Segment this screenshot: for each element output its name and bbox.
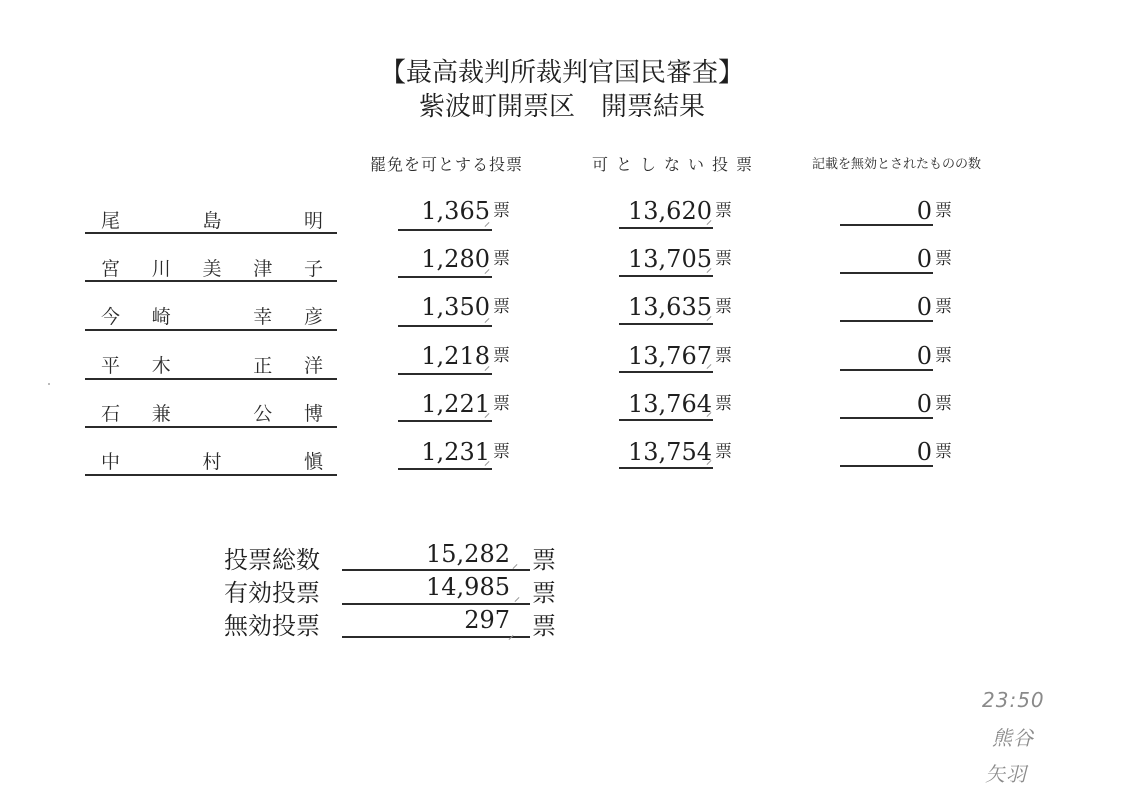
name-underline: [85, 474, 337, 476]
dismiss-no-underline: [619, 467, 713, 469]
name-char: 兼: [151, 403, 171, 425]
dismiss-no-cell: [612, 196, 732, 226]
name-char: 公: [253, 403, 273, 425]
dismiss-no-cell: [612, 292, 732, 322]
header-dismiss-no: 可としない投票: [592, 155, 761, 174]
invalid-votes-underline: [342, 636, 530, 638]
dismiss-no-count: 13,635: [628, 293, 712, 321]
vote-unit: 票: [935, 346, 952, 366]
scan-speck: [48, 383, 50, 385]
dismiss-yes-count: 1,221: [421, 390, 490, 418]
invalid-marks-underline: [840, 417, 933, 419]
name-char: 幸: [253, 306, 273, 328]
invalid-marks-underline: [840, 369, 933, 371]
dismiss-yes-count: 1,280: [421, 245, 490, 273]
invalid-marks-cell: [860, 196, 952, 226]
vote-unit: 票: [935, 201, 952, 221]
invalid-marks-cell: [860, 292, 952, 322]
candidate-name: [87, 340, 335, 388]
name-underline: [85, 280, 337, 282]
name-underline: [85, 232, 337, 234]
dismiss-no-count: 13,767: [628, 342, 712, 370]
vote-unit: 票: [935, 297, 952, 317]
invalid-votes-value: 297: [464, 606, 510, 634]
name-char: 愼: [303, 451, 323, 473]
document-title: 【最高裁判所裁判官国民審査】: [379, 58, 744, 88]
dismiss-yes-underline: [398, 420, 492, 422]
name-char: 石: [101, 403, 121, 425]
name-char: 今: [101, 306, 121, 328]
handwritten-signature-1: 熊谷: [992, 726, 1034, 750]
invalid-marks-underline: [840, 224, 933, 226]
vote-unit: 票: [715, 346, 732, 366]
valid-votes-underline: [342, 603, 530, 605]
name-char: 洋: [303, 355, 323, 377]
handwritten-signature-2: 矢羽: [985, 762, 1027, 786]
name-char: [203, 399, 222, 426]
check-mark-icon: [515, 597, 520, 602]
dismiss-yes-cell: [392, 389, 510, 419]
name-char: 中: [101, 451, 121, 473]
name-char: 子: [303, 258, 323, 280]
vote-unit: 票: [493, 249, 510, 269]
valid-votes-value: 14,985: [426, 573, 510, 601]
vote-unit: 票: [715, 201, 732, 221]
header-invalid-marks: 記載を無効とされたものの数: [812, 157, 982, 172]
dismiss-yes-underline: [398, 229, 492, 231]
dismiss-yes-count: 1,365: [421, 197, 490, 225]
dismiss-no-count: 13,620: [628, 197, 712, 225]
name-char: [203, 302, 222, 329]
dismiss-no-underline: [619, 419, 713, 421]
invalid-marks-count: 0: [916, 342, 932, 370]
invalid-marks-count: 0: [916, 390, 932, 418]
dismiss-no-underline: [619, 323, 713, 325]
vote-unit: 票: [715, 297, 732, 317]
dismiss-no-cell: [612, 437, 732, 467]
vote-unit: 票: [715, 394, 732, 414]
vote-unit: 票: [935, 249, 952, 269]
name-char: 木: [151, 355, 171, 377]
total-votes-unit: 票: [532, 546, 556, 574]
candidate-name: [87, 291, 335, 339]
candidate-name: [87, 388, 335, 436]
invalid-marks-count: 0: [916, 438, 932, 466]
dismiss-yes-cell: [392, 196, 510, 226]
vote-unit: 票: [715, 442, 732, 462]
dismiss-no-cell: [612, 341, 732, 371]
valid-votes-unit: 票: [532, 579, 556, 607]
invalid-votes-unit: 票: [532, 612, 556, 640]
vote-unit: 票: [935, 394, 952, 414]
dismiss-no-count: 13,764: [628, 390, 712, 418]
candidate-name: [87, 243, 335, 291]
invalid-marks-count: 0: [916, 245, 932, 273]
dismiss-yes-count: 1,231: [421, 438, 490, 466]
dismiss-no-cell: [612, 389, 732, 419]
dismiss-yes-underline: [398, 325, 492, 327]
dismiss-no-count: 13,705: [628, 245, 712, 273]
vote-unit: 票: [493, 346, 510, 366]
invalid-marks-cell: [860, 389, 952, 419]
valid-votes-label: 有効投票: [224, 579, 320, 607]
dismiss-yes-cell: [392, 341, 510, 371]
dismiss-no-underline: [619, 227, 713, 229]
vote-unit: 票: [493, 442, 510, 462]
invalid-marks-underline: [840, 272, 933, 274]
vote-unit: 票: [935, 442, 952, 462]
dismiss-yes-cell: [392, 292, 510, 322]
dismiss-no-underline: [619, 275, 713, 277]
dismiss-yes-underline: [398, 276, 492, 278]
vote-unit: 票: [715, 249, 732, 269]
dismiss-no-count: 13,754: [628, 438, 712, 466]
dismiss-no-underline: [619, 371, 713, 373]
invalid-marks-count: 0: [916, 197, 932, 225]
handwritten-time: 23:50: [982, 688, 1045, 712]
total-votes-label: 投票総数: [224, 546, 320, 574]
invalid-marks-cell: [860, 244, 952, 274]
dismiss-yes-cell: [392, 244, 510, 274]
name-underline: [85, 426, 337, 428]
dismiss-yes-count: 1,350: [421, 293, 490, 321]
invalid-marks-underline: [840, 320, 933, 322]
vote-unit: 票: [493, 297, 510, 317]
total-votes-underline: [342, 569, 530, 571]
name-char: 宮: [101, 258, 121, 280]
invalid-votes-label: 無効投票: [224, 612, 320, 640]
name-char: 村: [202, 451, 222, 473]
name-underline: [85, 378, 337, 380]
candidate-name: [87, 195, 335, 243]
name-char: 美: [202, 258, 222, 280]
name-char: 尾: [101, 210, 121, 232]
invalid-marks-cell: [860, 341, 952, 371]
name-char: [203, 351, 222, 378]
dismiss-yes-underline: [398, 468, 492, 470]
name-char: 明: [303, 210, 323, 232]
name-char: 津: [253, 258, 273, 280]
candidate-name: [87, 436, 335, 484]
name-char: 博: [303, 403, 323, 425]
document-subtitle: 紫波町開票区 開票結果: [418, 92, 705, 122]
name-underline: [85, 329, 337, 331]
invalid-marks-count: 0: [916, 293, 932, 321]
dismiss-no-cell: [612, 244, 732, 274]
name-char: 島: [202, 210, 222, 232]
invalid-marks-underline: [840, 465, 933, 467]
dismiss-yes-cell: [392, 437, 510, 467]
name-char: 彦: [303, 306, 323, 328]
name-char: 正: [253, 355, 273, 377]
header-dismiss-yes: 罷免を可とする投票: [370, 155, 524, 174]
name-char: 崎: [151, 306, 171, 328]
dismiss-yes-count: 1,218: [421, 342, 490, 370]
dismiss-yes-underline: [398, 373, 492, 375]
vote-unit: 票: [493, 201, 510, 221]
vote-unit: 票: [493, 394, 510, 414]
total-votes-value: 15,282: [426, 540, 510, 568]
name-char: 川: [151, 258, 171, 280]
invalid-marks-cell: [860, 437, 952, 467]
name-char: 平: [101, 355, 121, 377]
